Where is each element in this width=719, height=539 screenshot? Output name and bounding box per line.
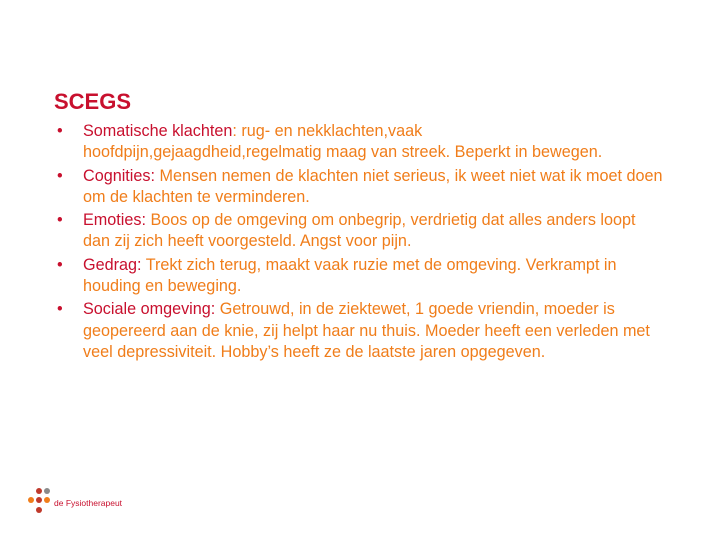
- bullet-marker: •: [57, 255, 63, 274]
- logo-dot: [36, 488, 42, 494]
- bullet-label: Sociale omgeving:: [83, 300, 216, 319]
- logo-dot: [36, 497, 42, 503]
- bullet-label: Gedrag:: [83, 255, 142, 274]
- bullet-label: Emoties:: [83, 211, 146, 230]
- bullet-item-emoties: [54, 210, 664, 252]
- bullet-marker: •: [57, 166, 63, 185]
- bullet-item-sociale-omgeving: [54, 299, 664, 363]
- bullet-text: Trekt zich terug, maakt vaak ruzie met de omgeving. Verkrampt in houding en beweging.: [83, 255, 617, 295]
- bullet-marker: •: [57, 122, 63, 140]
- bullet-text: Mensen nemen de klachten niet serieus, ik weet niet wat ik moet doen om de klachten te verminderen.: [83, 166, 663, 206]
- bullet-marker: •: [57, 211, 63, 230]
- bullet-text: Boos op de omgeving om onbegrip, verdrietig dat alles anders loopt dan zij zich heeft voorgesteld. Angst voor pijn.: [83, 211, 636, 251]
- logo-dot: [44, 488, 50, 494]
- bullet-item-somatische-klachten: [54, 121, 664, 163]
- bullet-item-gedrag: [54, 255, 664, 297]
- logo-text: de Fysiotherapeut: [54, 498, 123, 508]
- bullet-label: Cognities:: [83, 166, 155, 185]
- logo-dot: [44, 497, 50, 503]
- bullet-text: Getrouwd, in de ziektewet, 1 goede vriendin, moeder is geopereerd aan de knie, zij helpt haar nu thuis. Moeder heeft een verleden met veel depressiviteit. Hobby’s heeft ze de laatste jaren opgegeven.: [83, 300, 650, 361]
- logo-dots-icon: [26, 486, 56, 522]
- bullet-text: : rug- en nekklachten,vaak hoofdpijn,gejaagdheid,regelmatig maag van streek. Beperkt in bewegen.: [83, 122, 603, 162]
- logo: [26, 486, 166, 522]
- slide-title: SCEGS: [54, 89, 132, 114]
- logo-dot: [28, 497, 34, 503]
- logo-dot: [36, 507, 42, 513]
- bullet-marker: •: [57, 300, 63, 319]
- bullet-list: [54, 121, 664, 365]
- bullet-item-cognities: [54, 166, 664, 208]
- bullet-label: Somatische klachten: [83, 122, 233, 140]
